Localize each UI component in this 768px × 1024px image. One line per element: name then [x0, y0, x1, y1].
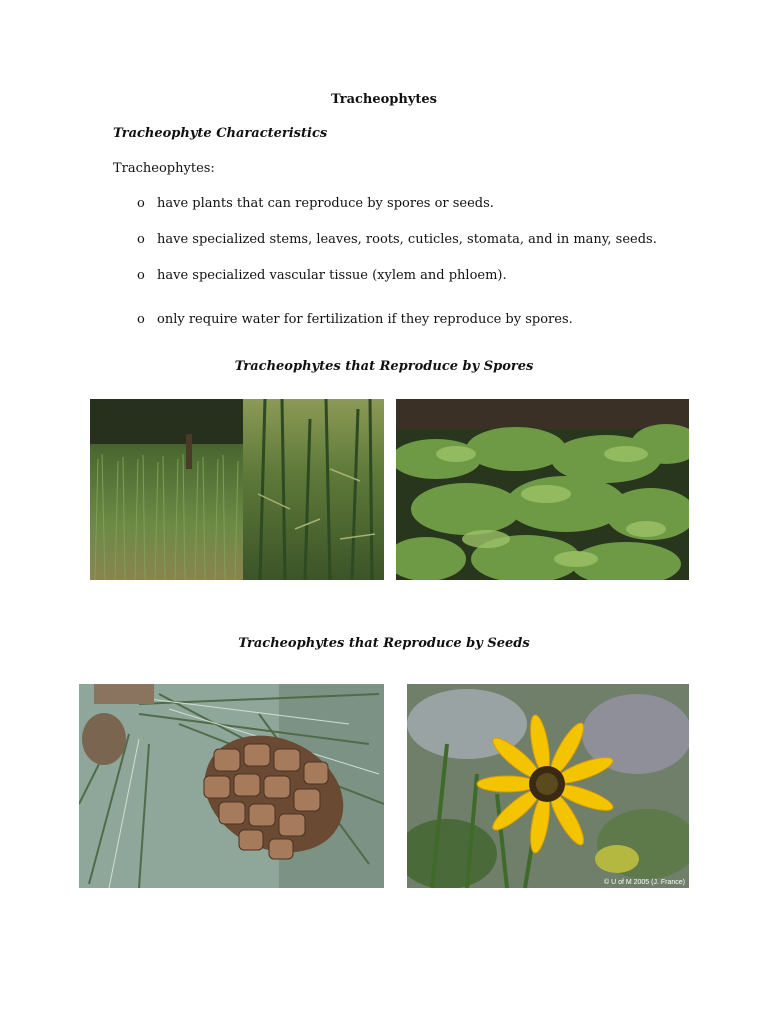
bullet-item: [137, 312, 573, 327]
pine-cone-photo: [79, 684, 384, 888]
bullet-marker: o: [137, 268, 145, 283]
bullet-text: only require water for fertilization if they reproduce by spores.: [157, 312, 573, 327]
horsetail-photo: [90, 399, 384, 580]
bullet-marker: o: [137, 196, 145, 211]
bullet-item: [137, 268, 507, 283]
bullet-text: have specialized vascular tissue (xylem and phloem).: [157, 268, 507, 283]
yellow-flower-photo: [407, 684, 689, 888]
intro-text: Tracheophytes:: [113, 161, 215, 176]
fern-photo: [396, 399, 689, 580]
bullet-item: [137, 232, 657, 247]
photo-credit: © U of M 2005 (J. France): [603, 879, 685, 886]
bullet-marker: o: [137, 312, 145, 327]
seeds-heading: Tracheophytes that Reproduce by Seeds: [238, 636, 530, 651]
bullet-text: have specialized stems, leaves, roots, cuticles, stomata, and in many, seeds.: [157, 232, 657, 247]
bullet-marker: o: [137, 232, 145, 247]
page-title: Tracheophytes: [331, 92, 437, 107]
spores-heading: Tracheophytes that Reproduce by Spores: [234, 359, 534, 374]
bullet-text: have plants that can reproduce by spores or seeds.: [157, 196, 494, 211]
bullet-item: [137, 196, 494, 211]
section-heading: Tracheophyte Characteristics: [113, 126, 328, 141]
